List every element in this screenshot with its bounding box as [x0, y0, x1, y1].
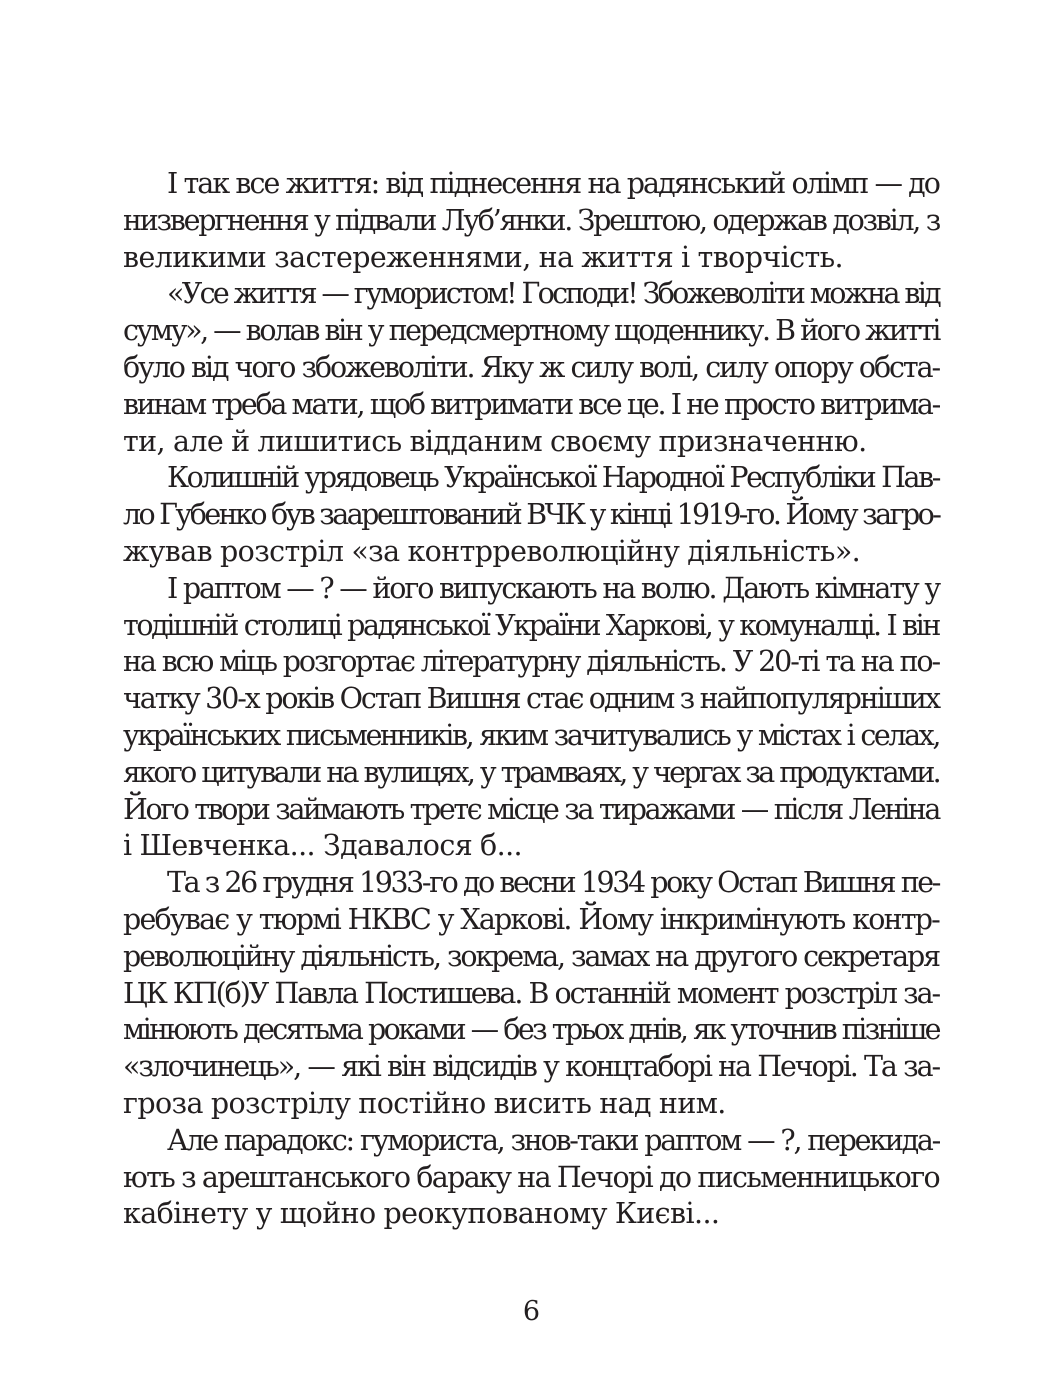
paragraph [123, 460, 939, 570]
text-line: ребуває у тюрмі НКВС у Харкові. Йому інкримінують контр- [123, 902, 939, 936]
paragraph [123, 865, 939, 1123]
text-line: тодішній столиці радянської України Харкові, у комуналці. І він [123, 608, 939, 642]
text-line: якого цитували на вулицях, у трамваях, у чергах за продуктами. [123, 755, 939, 789]
text-line: Колишній урядовець Української Народної Республіки Пав- [167, 461, 939, 495]
text-line: І раптом — ? — його випускають на волю. Дають кімнату у [167, 571, 939, 605]
text-line: «злочинець», — які він відсидів у концтаборі на Печорі. Та за- [123, 1050, 939, 1084]
text-line: ЦК КП(б)У Павла Постишева. В останній момент розстріл за- [123, 976, 939, 1010]
text-line: Його твори займають третє місце за тиражами — після Леніна [123, 792, 939, 826]
text-line: ло Губенко був заарештований ВЧК у кінці 1919-го. Йому загро- [123, 498, 940, 532]
paragraph [123, 166, 939, 276]
text-line: великими застереженнями, на життя і творчість. [123, 240, 844, 274]
text-line: мінюють десятьма роками — без трьох днів, як уточнив пізніше [123, 1013, 939, 1047]
page-number: 6 [522, 1296, 541, 1327]
paragraph [123, 571, 939, 865]
text-line: низвергнення у підвали Луб’янки. Зрештою, одержав дозвіл, з [123, 203, 939, 237]
text-line: Але парадокс: гумориста, знов-таки раптом — ?, перекида- [167, 1123, 939, 1157]
text-line: на всю міць розгортає літературну діяльність. У 20-ті та на по- [123, 645, 939, 679]
text-line: українських письменників, яким зачитувались у містах і селах, [123, 718, 939, 752]
body-text [123, 166, 939, 1233]
text-line: революційну діяльність, зокрема, замах на другого секретаря [123, 939, 939, 973]
text-line: І так все життя: від піднесення на радянський олімп — до [167, 167, 939, 200]
text-line: «Усе життя — гумористом! Господи! Збожеволіти можна від [167, 277, 939, 311]
text-line: кабінету у щойно реокупованому Києві... [123, 1197, 720, 1231]
text-line: чатку 30-х років Остап Вишня стає одним з найпопулярніших [123, 682, 939, 716]
text-line: гроза розстрілу постійно висить над ним. [123, 1086, 726, 1120]
paragraph [123, 276, 939, 460]
text-line: суму», — волав він у передсмертному щоденнику. В його житті [123, 314, 939, 348]
text-line: жував розстріл «за контрреволюційну діяльність». [123, 534, 861, 568]
text-line: і Шевченка... Здавалося б... [123, 829, 522, 863]
text-line: винам треба мати, щоб витримати все це. І не просто витрима- [123, 387, 939, 421]
text-line: ти, але й лишитись відданим своєму призначенню. [123, 424, 867, 458]
text-line: Та з 26 грудня 1933-го до весни 1934 року Остап Вишня пе- [167, 866, 939, 900]
paragraph [123, 1123, 939, 1233]
text-line: було від чого збожеволіти. Яку ж силу волі, силу опору обста- [123, 350, 939, 384]
text-line: ють з арештанського бараку на Печорі до письменницького [123, 1160, 939, 1194]
